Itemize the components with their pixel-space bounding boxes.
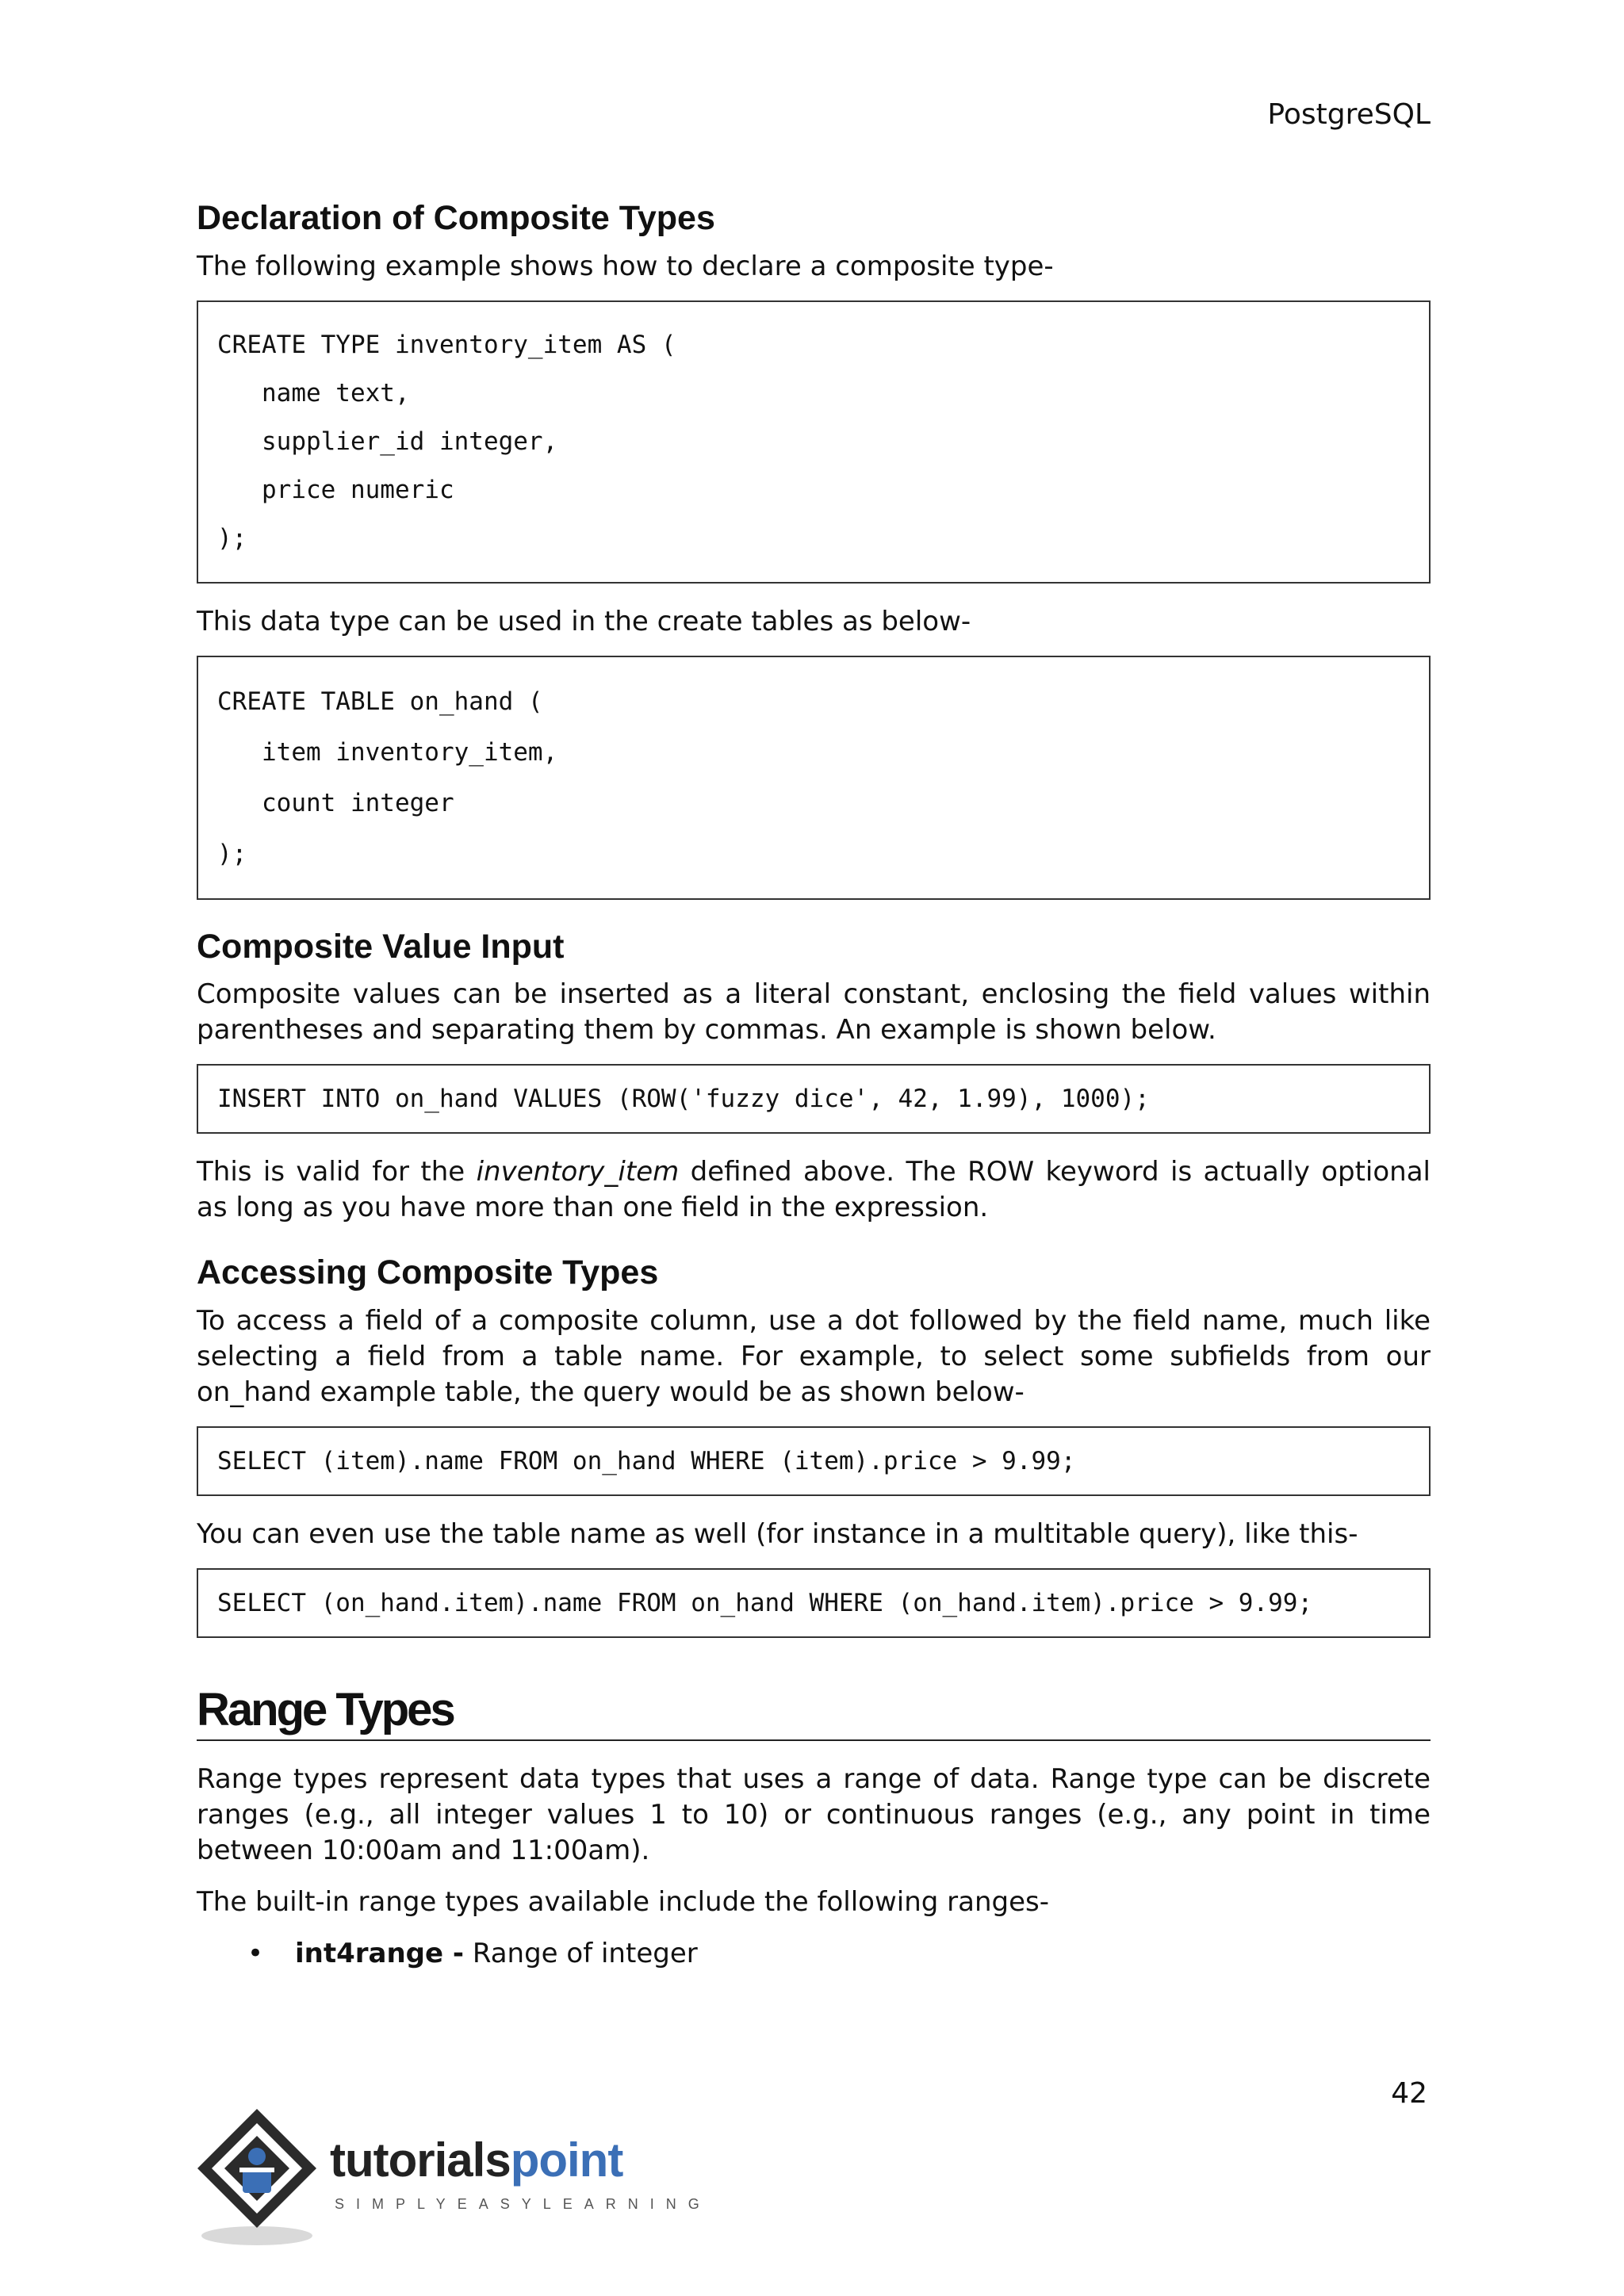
list-term: int4range - [295,1938,465,1970]
paragraph: The following example shows how to declare a composite type- [197,250,1054,282]
code-line: SELECT (item).name FROM on_hand WHERE (item).price > 9.99; [217,1446,1076,1475]
code-block-insert [197,1064,1431,1134]
code-line: CREATE TABLE on_hand ( [217,687,543,716]
logo-wordmark [330,2133,622,2187]
logo-diamond-icon [193,2101,328,2252]
section-heading-declaration: Declaration of Composite Types [197,199,715,237]
code-block-select [197,1426,1431,1496]
emphasis: inventory_item [476,1156,680,1188]
list-item [197,1936,1431,1972]
code-line: SELECT (on_hand.item).name FROM on_hand WHERE (on_hand.item).price > 9.99; [217,1588,1313,1617]
page-content [197,198,1431,1972]
page-number: 42 [1391,2077,1427,2110]
paragraph: To access a field of a composite column, use a dot followed by the field name, much like selecting a field from a table name. For example, to select some subfields from our on_hand example table, the query would be as shown below- [197,1304,1431,1408]
logo-word-1: tutorials [330,2133,511,2187]
chapter-heading-range-types: Range Types [197,1684,1431,1742]
paragraph: Composite values can be inserted as a literal constant, enclosing the field values within parentheses and separating them by commas. An example is shown below. [197,978,1431,1047]
code-line: CREATE TYPE inventory_item AS ( [217,330,676,359]
list-desc: Range of integer [464,1938,698,1970]
section-heading-accessing: Accessing Composite Types [197,1253,659,1292]
code-line: INSERT INTO on_hand VALUES (ROW('fuzzy dice', 42, 1.99), 1000); [217,1085,1150,1114]
code-line: name text, [217,378,410,408]
paragraph: Range types represent data types that uses a range of data. Range type can be discrete ranges (e.g., all integer values 1 to 10) or continuous ranges (e.g., any point in time between 10:00am and 11:00am). [197,1763,1431,1867]
code-line: ); [217,523,247,553]
section-heading-value-input: Composite Value Input [197,927,565,966]
paragraph-inventory-item [197,1154,1431,1226]
range-types-list [197,1936,1431,1972]
code-block-select-qualified [197,1568,1431,1638]
code-block-create-type [197,300,1431,584]
code-line: supplier_id integer, [217,427,558,456]
code-line: count integer [217,788,454,817]
tutorialspoint-logo [193,2101,711,2252]
code-line: item inventory_item, [217,737,558,767]
code-line: price numeric [217,475,454,504]
paragraph: This data type can be used in the create tables as below- [197,605,971,637]
logo-word-2: point [510,2133,623,2187]
code-line: ); [217,839,247,868]
code-block-create-table [197,656,1431,900]
bullet-icon: • [247,1938,264,1970]
running-header: PostgreSQL [1267,98,1431,131]
paragraph: The built-in range types available include the following ranges- [197,1886,1049,1919]
text-run: This is valid for the [197,1156,477,1188]
text-run: defined above. The ROW keyword is actually optional as long as you have more than one field in the expression. [197,1156,1431,1224]
logo-tagline: SIMPLYEASYLEARNING [335,2196,711,2212]
paragraph: You can even use the table name as well (for instance in a multitable query), like this- [197,1517,1358,1550]
